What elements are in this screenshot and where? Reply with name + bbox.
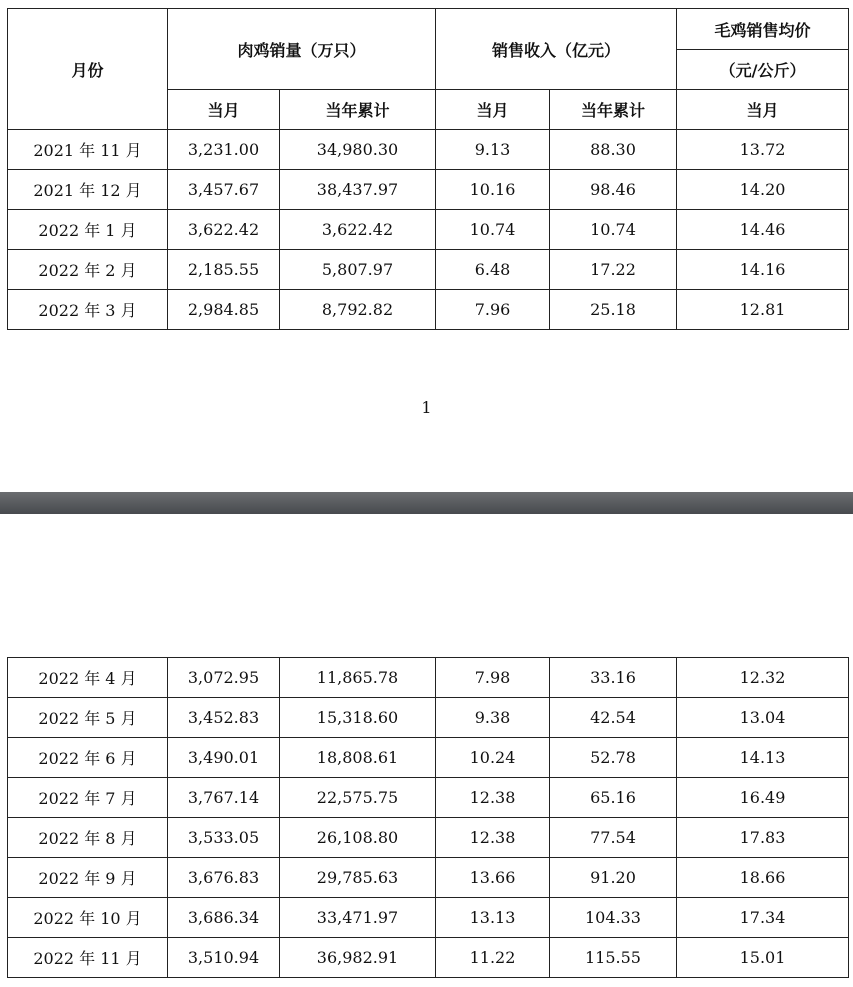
revenue-current-cell: 7.96 bbox=[436, 290, 550, 330]
revenue-current-cell: 9.13 bbox=[436, 130, 550, 170]
sales-current-cell: 3,490.01 bbox=[168, 738, 280, 778]
month-cell: 2022 年 5 月 bbox=[8, 698, 168, 738]
revenue-current-cell: 12.38 bbox=[436, 778, 550, 818]
revenue-current-cell: 7.98 bbox=[436, 658, 550, 698]
month-cell: 2022 年 1 月 bbox=[8, 210, 168, 250]
sales-table-page-2 bbox=[7, 657, 849, 978]
revenue-ytd-cell: 115.55 bbox=[550, 938, 677, 978]
avg-price-cell: 17.83 bbox=[677, 818, 849, 858]
table-row bbox=[8, 738, 849, 778]
avg-price-cell: 12.81 bbox=[677, 290, 849, 330]
table-row bbox=[8, 170, 849, 210]
table-row bbox=[8, 698, 849, 738]
table-row bbox=[8, 210, 849, 250]
table-row bbox=[8, 250, 849, 290]
header-month: 月份 bbox=[8, 9, 168, 130]
revenue-current-cell: 10.74 bbox=[436, 210, 550, 250]
sales-ytd-cell: 11,865.78 bbox=[280, 658, 436, 698]
sales-current-cell: 3,767.14 bbox=[168, 778, 280, 818]
sales-ytd-cell: 38,437.97 bbox=[280, 170, 436, 210]
avg-price-cell: 12.32 bbox=[677, 658, 849, 698]
revenue-current-cell: 10.16 bbox=[436, 170, 550, 210]
sales-ytd-cell: 34,980.30 bbox=[280, 130, 436, 170]
month-cell: 2022 年 2 月 bbox=[8, 250, 168, 290]
table-row bbox=[8, 858, 849, 898]
revenue-ytd-cell: 91.20 bbox=[550, 858, 677, 898]
month-cell: 2022 年 7 月 bbox=[8, 778, 168, 818]
revenue-ytd-cell: 33.16 bbox=[550, 658, 677, 698]
sales-current-cell: 3,676.83 bbox=[168, 858, 280, 898]
sales-current-cell: 3,510.94 bbox=[168, 938, 280, 978]
avg-price-cell: 14.46 bbox=[677, 210, 849, 250]
sales-ytd-cell: 18,808.61 bbox=[280, 738, 436, 778]
table-row bbox=[8, 938, 849, 978]
revenue-ytd-cell: 98.46 bbox=[550, 170, 677, 210]
header-revenue-current-month: 当月 bbox=[436, 90, 550, 130]
header-sales-current-month: 当月 bbox=[168, 90, 280, 130]
revenue-current-cell: 13.66 bbox=[436, 858, 550, 898]
month-cell: 2021 年 11 月 bbox=[8, 130, 168, 170]
revenue-ytd-cell: 17.22 bbox=[550, 250, 677, 290]
sales-current-cell: 3,072.95 bbox=[168, 658, 280, 698]
avg-price-cell: 13.04 bbox=[677, 698, 849, 738]
sales-ytd-cell: 29,785.63 bbox=[280, 858, 436, 898]
avg-price-cell: 16.49 bbox=[677, 778, 849, 818]
avg-price-cell: 15.01 bbox=[677, 938, 849, 978]
revenue-ytd-cell: 25.18 bbox=[550, 290, 677, 330]
avg-price-cell: 14.20 bbox=[677, 170, 849, 210]
revenue-current-cell: 10.24 bbox=[436, 738, 550, 778]
sales-ytd-cell: 15,318.60 bbox=[280, 698, 436, 738]
revenue-current-cell: 11.22 bbox=[436, 938, 550, 978]
avg-price-cell: 18.66 bbox=[677, 858, 849, 898]
revenue-current-cell: 13.13 bbox=[436, 898, 550, 938]
month-cell: 2022 年 11 月 bbox=[8, 938, 168, 978]
sales-current-cell: 2,984.85 bbox=[168, 290, 280, 330]
month-cell: 2022 年 9 月 bbox=[8, 858, 168, 898]
avg-price-cell: 14.16 bbox=[677, 250, 849, 290]
header-revenue-year-to-date: 当年累计 bbox=[550, 90, 677, 130]
header-sales-revenue: 销售收入（亿元） bbox=[436, 9, 677, 90]
header-price-current-month: 当月 bbox=[677, 90, 849, 130]
table-row bbox=[8, 658, 849, 698]
table-row bbox=[8, 818, 849, 858]
sales-ytd-cell: 33,471.97 bbox=[280, 898, 436, 938]
sales-current-cell: 3,622.42 bbox=[168, 210, 280, 250]
sales-ytd-cell: 26,108.80 bbox=[280, 818, 436, 858]
sales-ytd-cell: 8,792.82 bbox=[280, 290, 436, 330]
sales-current-cell: 3,686.34 bbox=[168, 898, 280, 938]
sales-ytd-cell: 36,982.91 bbox=[280, 938, 436, 978]
month-cell: 2022 年 10 月 bbox=[8, 898, 168, 938]
header-avg-price-unit: （元/公斤） bbox=[677, 50, 849, 90]
avg-price-cell: 13.72 bbox=[677, 130, 849, 170]
header-sales-year-to-date: 当年累计 bbox=[280, 90, 436, 130]
header-chicken-sales: 肉鸡销量（万只） bbox=[168, 9, 436, 90]
month-cell: 2022 年 8 月 bbox=[8, 818, 168, 858]
revenue-ytd-cell: 88.30 bbox=[550, 130, 677, 170]
revenue-ytd-cell: 10.74 bbox=[550, 210, 677, 250]
revenue-current-cell: 12.38 bbox=[436, 818, 550, 858]
sales-current-cell: 3,533.05 bbox=[168, 818, 280, 858]
revenue-ytd-cell: 104.33 bbox=[550, 898, 677, 938]
table-row bbox=[8, 130, 849, 170]
month-cell: 2022 年 4 月 bbox=[8, 658, 168, 698]
header-avg-price: 毛鸡销售均价 bbox=[677, 9, 849, 50]
month-cell: 2022 年 3 月 bbox=[8, 290, 168, 330]
revenue-ytd-cell: 77.54 bbox=[550, 818, 677, 858]
revenue-ytd-cell: 52.78 bbox=[550, 738, 677, 778]
month-cell: 2021 年 12 月 bbox=[8, 170, 168, 210]
sales-table-page-1 bbox=[7, 8, 849, 330]
sales-current-cell: 2,185.55 bbox=[168, 250, 280, 290]
avg-price-cell: 17.34 bbox=[677, 898, 849, 938]
sales-ytd-cell: 5,807.97 bbox=[280, 250, 436, 290]
table-row bbox=[8, 778, 849, 818]
table-row bbox=[8, 290, 849, 330]
avg-price-cell: 14.13 bbox=[677, 738, 849, 778]
month-cell: 2022 年 6 月 bbox=[8, 738, 168, 778]
revenue-current-cell: 9.38 bbox=[436, 698, 550, 738]
sales-current-cell: 3,457.67 bbox=[168, 170, 280, 210]
table-row bbox=[8, 898, 849, 938]
sales-ytd-cell: 3,622.42 bbox=[280, 210, 436, 250]
sales-current-cell: 3,231.00 bbox=[168, 130, 280, 170]
page-divider bbox=[0, 492, 853, 514]
revenue-current-cell: 6.48 bbox=[436, 250, 550, 290]
revenue-ytd-cell: 65.16 bbox=[550, 778, 677, 818]
revenue-ytd-cell: 42.54 bbox=[550, 698, 677, 738]
sales-current-cell: 3,452.83 bbox=[168, 698, 280, 738]
sales-ytd-cell: 22,575.75 bbox=[280, 778, 436, 818]
page-number: 1 bbox=[421, 398, 432, 417]
